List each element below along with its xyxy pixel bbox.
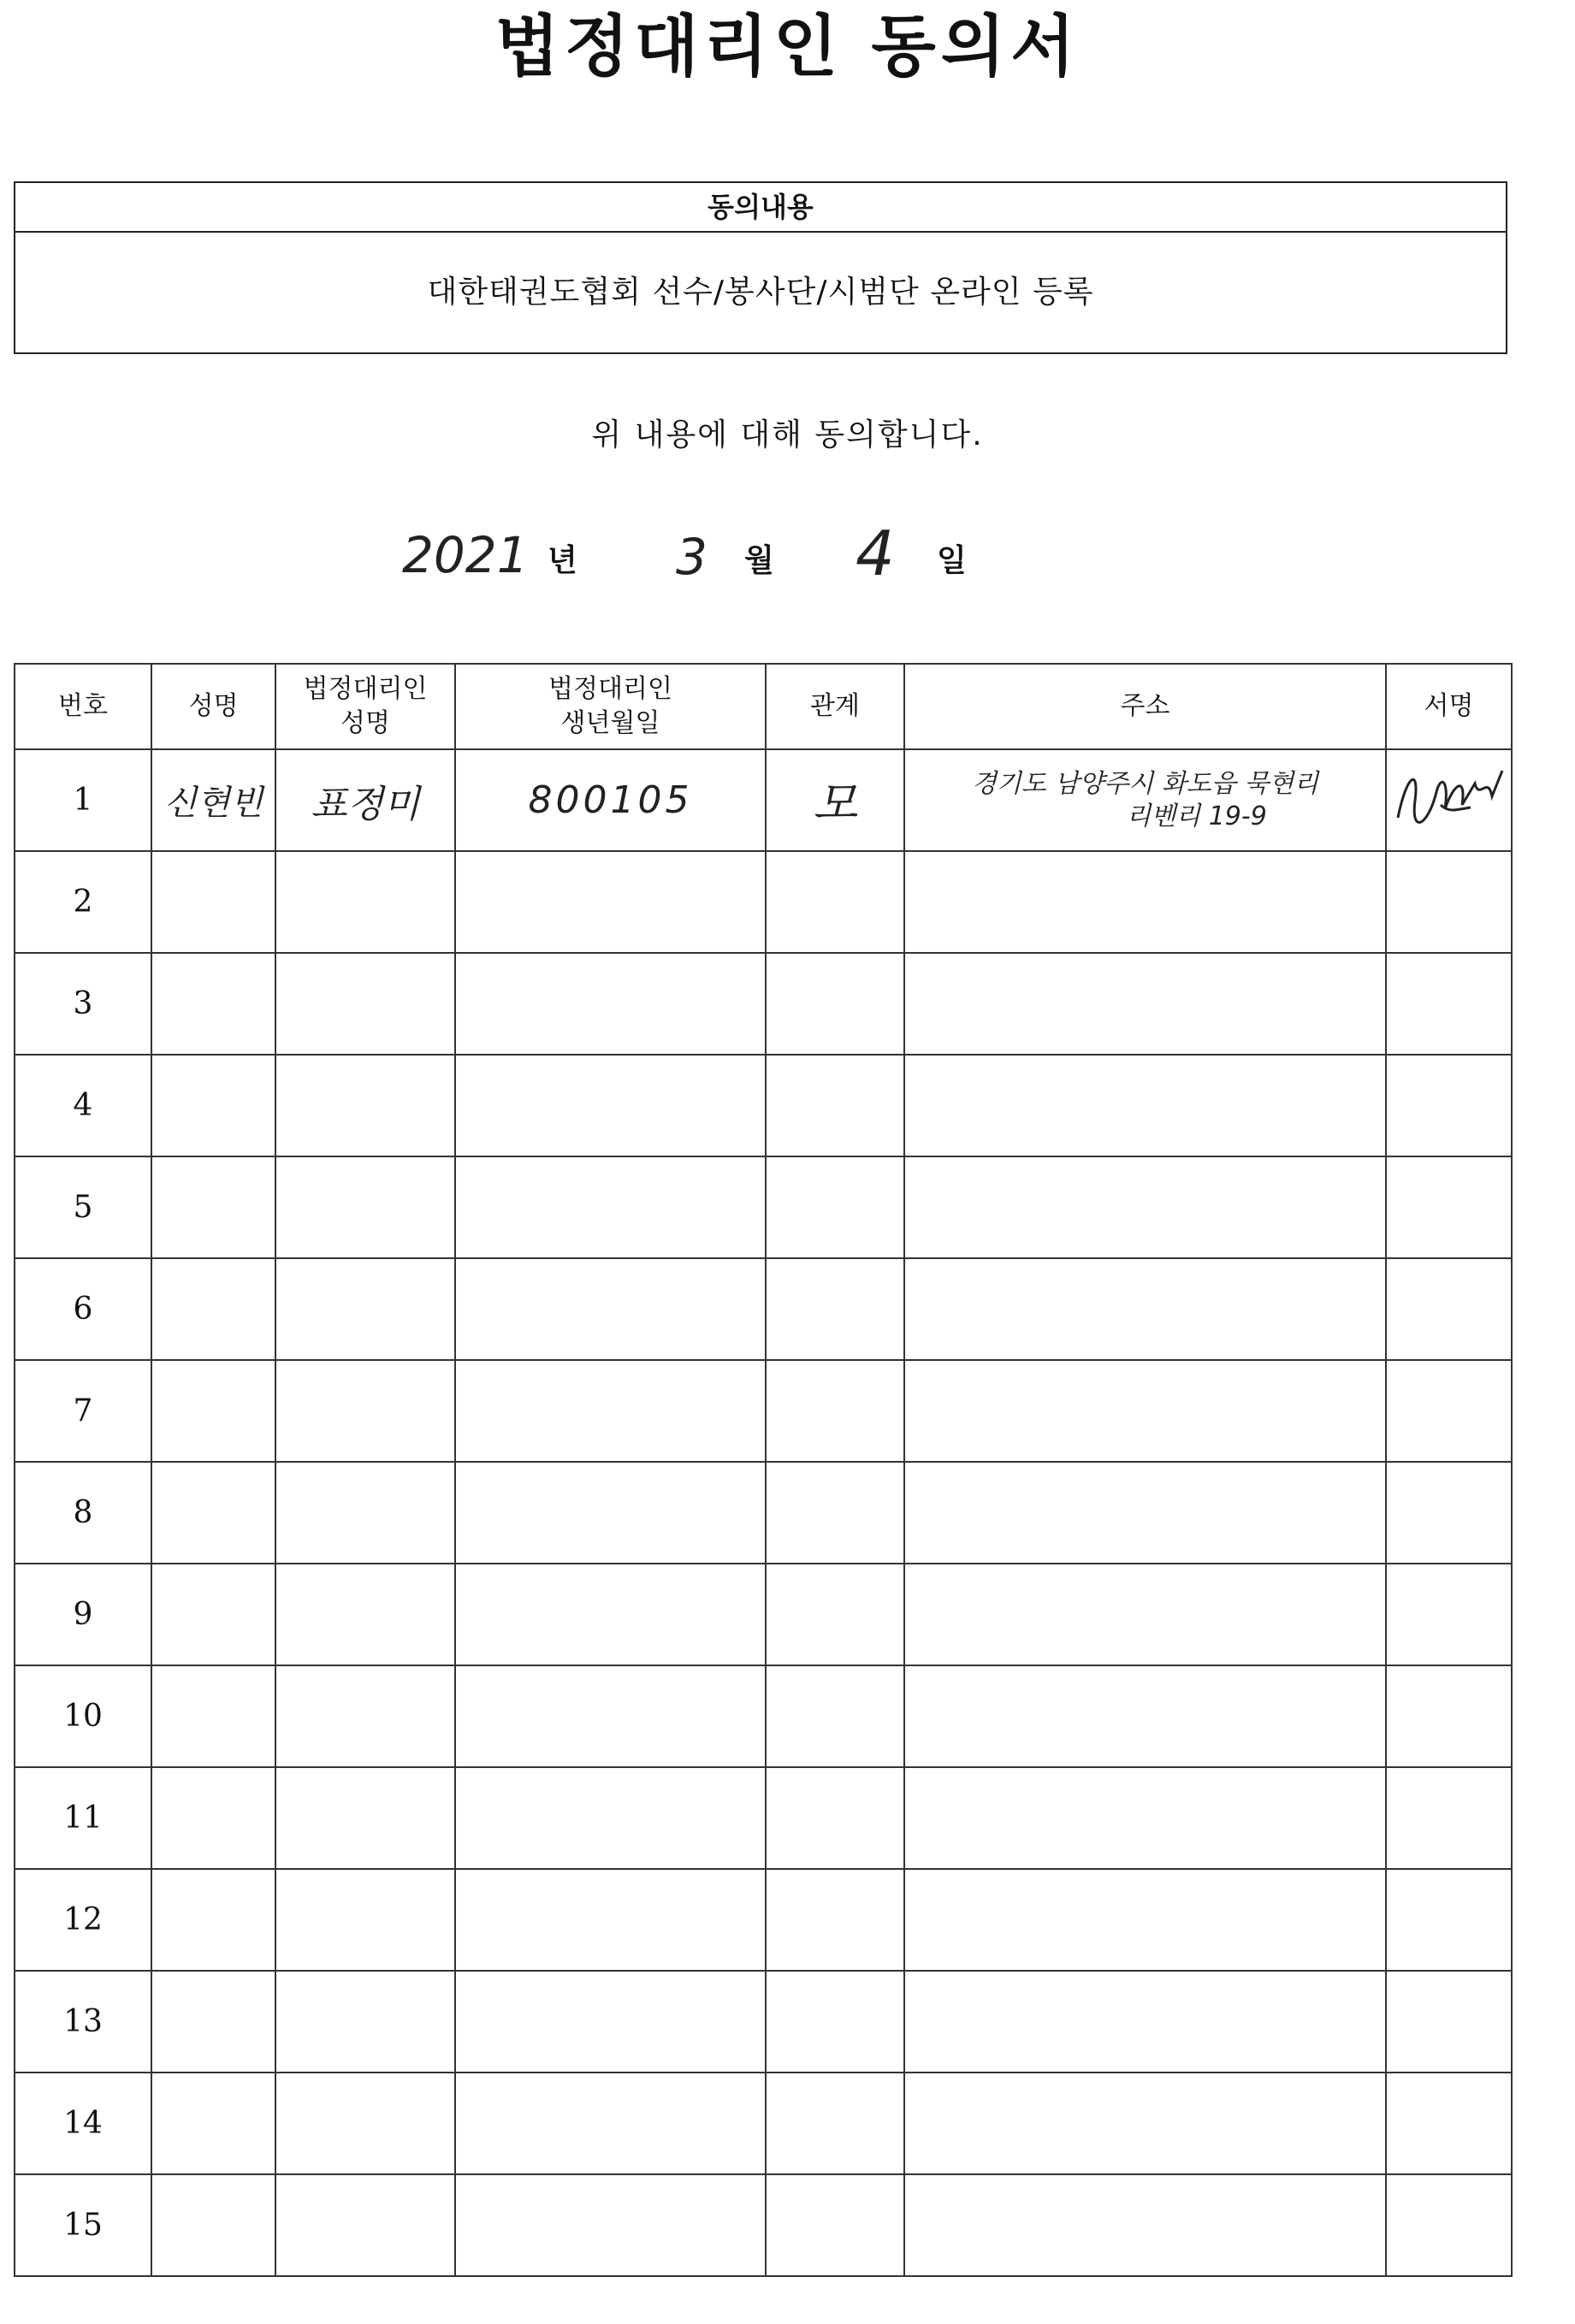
cell-no: 4 bbox=[15, 1055, 151, 1156]
cell-no: 2 bbox=[15, 851, 151, 953]
cell-no: 7 bbox=[15, 1360, 151, 1462]
agreement-statement: 위 내용에 대해 동의합니다. bbox=[591, 417, 984, 452]
date-year-unit: 년 bbox=[548, 543, 577, 578]
table-row bbox=[15, 749, 1512, 851]
document-title: 법정대리인 동의서 bbox=[494, 9, 1081, 86]
consent-header: 동의내용 bbox=[15, 183, 1506, 233]
table-row bbox=[15, 851, 1512, 953]
date-line bbox=[402, 517, 1172, 603]
cell-no: 12 bbox=[15, 1869, 151, 1971]
table-row bbox=[15, 1869, 1512, 1971]
header-guardian-birth bbox=[455, 664, 766, 749]
handwritten-address-line1: 경기도 남양주시 화도읍 묵현리 bbox=[971, 768, 1319, 799]
cell-no: 6 bbox=[15, 1258, 151, 1360]
cell-no: 5 bbox=[15, 1156, 151, 1258]
date-month-handwritten: 3 bbox=[676, 528, 708, 586]
cell-relation bbox=[766, 749, 904, 851]
cell-address bbox=[904, 749, 1386, 851]
table-row bbox=[15, 2174, 1512, 2276]
handwritten-guardian-name: 표정미 bbox=[311, 782, 420, 826]
header-guardian-name-line1: 법정대리인 bbox=[303, 674, 428, 704]
date-month-unit: 월 bbox=[744, 543, 774, 578]
table-row bbox=[15, 1665, 1512, 1767]
table-row bbox=[15, 1055, 1512, 1156]
handwritten-address-line2: 리벤리 19-9 bbox=[1126, 801, 1267, 831]
table-row bbox=[15, 1971, 1512, 2073]
cell-signature bbox=[1386, 749, 1512, 851]
table-row bbox=[15, 1258, 1512, 1360]
signature-image bbox=[1389, 758, 1509, 835]
cell-no: 14 bbox=[15, 2073, 151, 2174]
header-guardian-birth-line1: 법정대리인 bbox=[548, 674, 672, 704]
date-day-handwritten: 4 bbox=[856, 517, 895, 589]
cell-no: 8 bbox=[15, 1462, 151, 1564]
cell-no: 1 bbox=[15, 749, 151, 851]
cell-no: 3 bbox=[15, 953, 151, 1055]
header-address: 주소 bbox=[904, 664, 1386, 749]
consent-content-box bbox=[14, 181, 1507, 354]
cell-no: 10 bbox=[15, 1665, 151, 1767]
header-no: 번호 bbox=[15, 664, 151, 749]
cell-no: 11 bbox=[15, 1767, 151, 1869]
cell-no: 15 bbox=[15, 2174, 151, 2276]
handwritten-relation: 모 bbox=[812, 777, 858, 831]
table-row bbox=[15, 1564, 1512, 1665]
header-signature: 서명 bbox=[1386, 664, 1512, 749]
header-name: 성명 bbox=[151, 664, 275, 749]
cell-guardian-birth bbox=[455, 749, 766, 851]
guardian-table bbox=[14, 663, 1513, 2277]
table-row bbox=[15, 953, 1512, 1055]
table-row bbox=[15, 2073, 1512, 2174]
handwritten-guardian-birth: 800105 bbox=[528, 778, 693, 822]
handwritten-name: 신현빈 bbox=[163, 784, 263, 823]
header-guardian-name bbox=[275, 664, 455, 749]
table-header-row bbox=[15, 664, 1512, 749]
date-year-handwritten: 2021 bbox=[402, 526, 529, 584]
cell-no: 13 bbox=[15, 1971, 151, 2073]
cell-no: 9 bbox=[15, 1564, 151, 1665]
table-row bbox=[15, 1767, 1512, 1869]
date-day-unit: 일 bbox=[937, 543, 967, 578]
table-row bbox=[15, 1360, 1512, 1462]
cell-guardian-name bbox=[275, 749, 455, 851]
table-row bbox=[15, 1462, 1512, 1564]
header-relation: 관계 bbox=[766, 664, 904, 749]
header-guardian-birth-line2: 생년월일 bbox=[560, 708, 660, 738]
consent-text: 대한태권도협회 선수/봉사단/시범단 온라인 등록 bbox=[427, 275, 1094, 310]
table-row bbox=[15, 1156, 1512, 1258]
cell-name bbox=[151, 749, 275, 851]
header-guardian-name-line2: 성명 bbox=[340, 708, 390, 738]
